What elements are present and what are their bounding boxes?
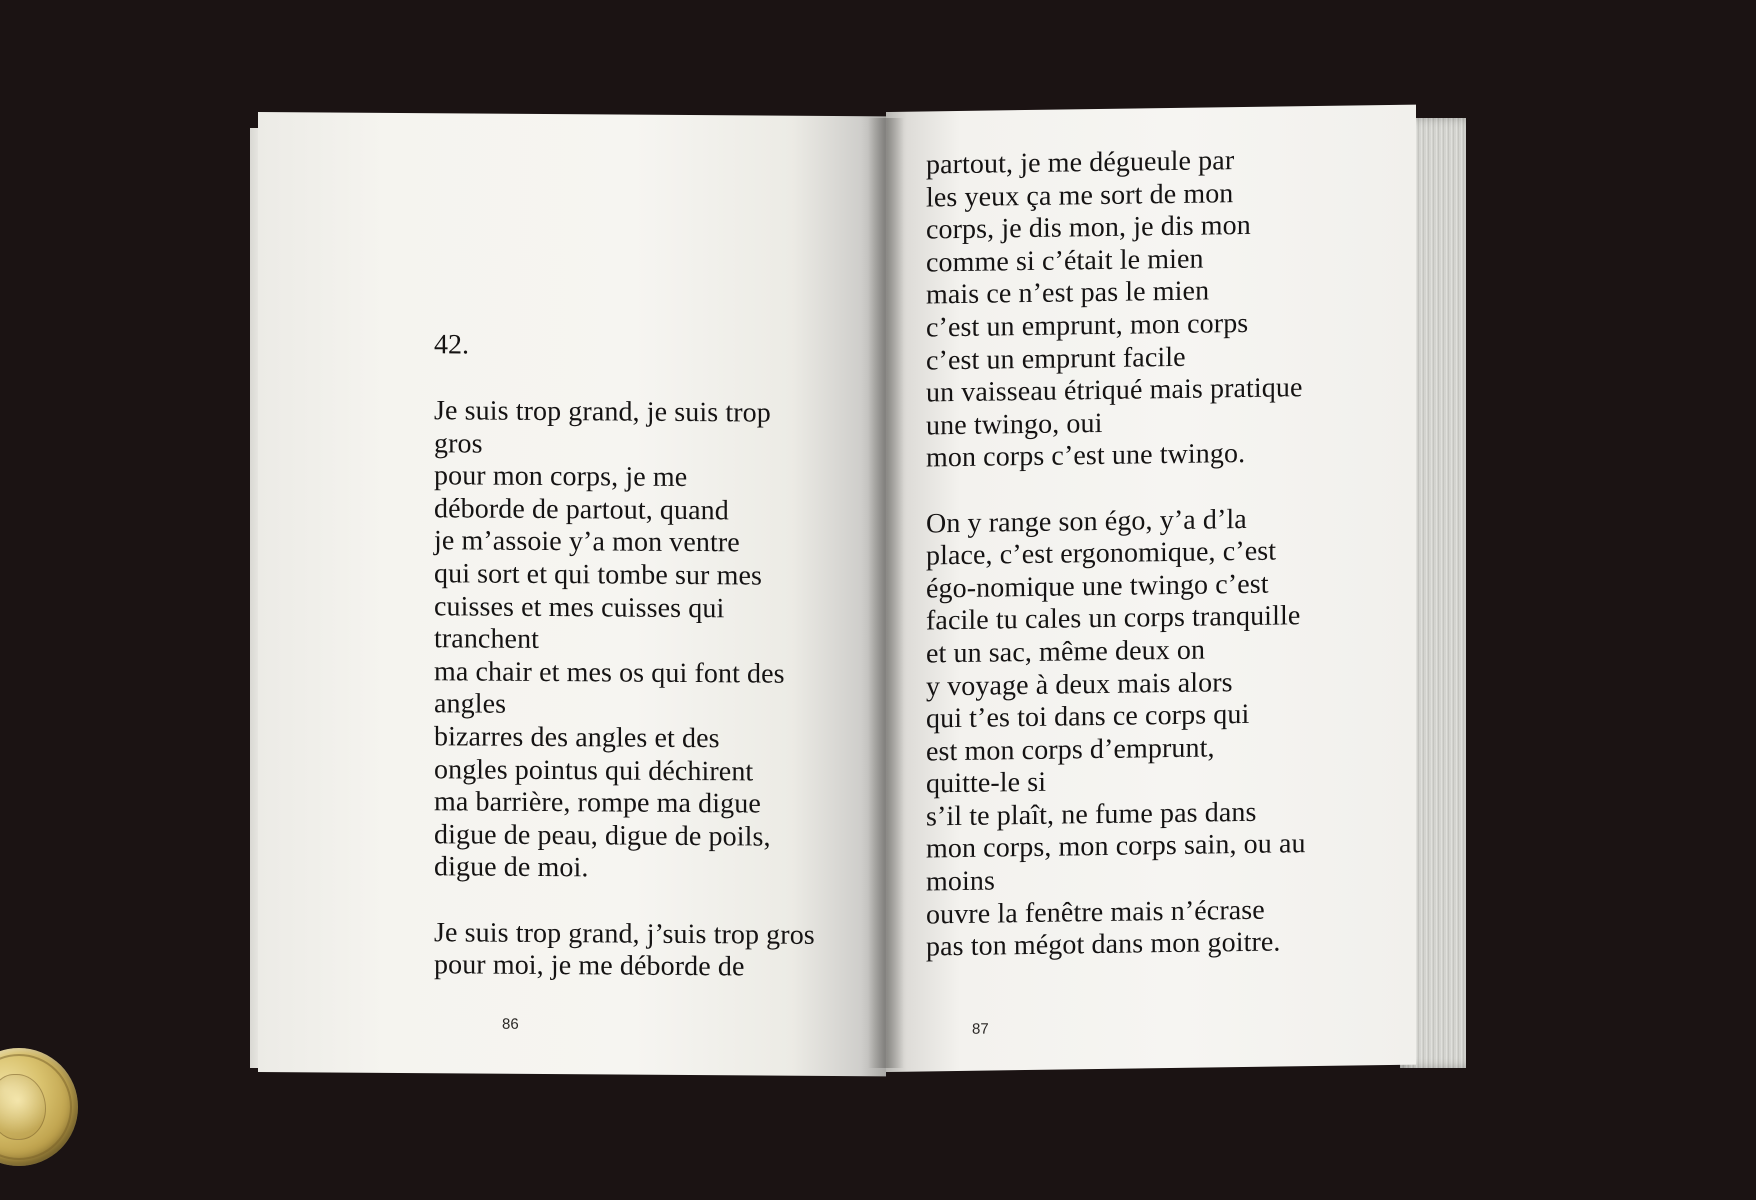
text-line: cuisses et mes cuisses qui xyxy=(434,590,725,624)
text-line: facile tu cales un corps tranquille xyxy=(926,600,1301,637)
text-line: une twingo, oui xyxy=(926,407,1103,442)
text-line: les yeux ça me sort de mon xyxy=(926,177,1234,214)
text-line: c’est un emprunt, mon corps xyxy=(926,307,1249,344)
text-line: mon corps, mon corps sain, ou au xyxy=(926,828,1306,865)
text-line: angles xyxy=(434,688,507,721)
text-line: corps, je dis mon, je dis mon xyxy=(926,210,1251,246)
text-line: y voyage à deux mais alors xyxy=(926,666,1233,702)
left-page-text xyxy=(434,395,815,984)
text-line: gros xyxy=(434,427,483,460)
text-line: ouvre la fenêtre mais n’écrase xyxy=(926,894,1265,931)
text-line: partout, je me dégueule par xyxy=(926,145,1235,181)
text-line: mon corps c’est une twingo. xyxy=(926,438,1246,474)
text-line: pas ton mégot dans mon goitre. xyxy=(926,926,1281,963)
book-page-right xyxy=(886,105,1416,1072)
text-line: un vaisseau étriqué mais pratique xyxy=(926,372,1303,409)
book-page-left xyxy=(258,112,886,1076)
coin-icon xyxy=(0,1048,78,1166)
stanza-break xyxy=(434,884,815,919)
text-line: mais ce n’est pas le mien xyxy=(926,275,1210,311)
text-line: pour mon corps, je me xyxy=(434,460,688,494)
text-line: bizarres des angles et des xyxy=(434,721,720,755)
text-line: ma barrière, rompe ma digue xyxy=(434,786,761,820)
stanza-break xyxy=(926,470,1306,508)
text-line: ongles pointus qui déchirent xyxy=(434,753,754,787)
text-line: est mon corps d’emprunt, xyxy=(926,732,1215,768)
text-line: je m’assoie y’a mon ventre xyxy=(434,525,740,559)
text-line: On y range son égo, y’a d’la xyxy=(926,503,1247,539)
text-line: digue de peau, digue de poils, xyxy=(434,818,771,853)
text-line: qui t’es toi dans ce corps qui xyxy=(926,699,1250,735)
text-line: qui sort et qui tombe sur mes xyxy=(434,558,762,592)
text-line: déborde de partout, quand xyxy=(434,493,729,527)
text-line: Je suis trop grand, j’suis trop gros xyxy=(434,916,815,951)
text-line: pour moi, je me déborde de xyxy=(434,949,745,983)
page-number-right: 87 xyxy=(972,1020,989,1038)
text-line: égo-nomique une twingo c’est xyxy=(926,568,1269,605)
text-line: digue de moi. xyxy=(434,851,589,884)
text-line: tranchent xyxy=(434,623,540,656)
page-number-left: 86 xyxy=(502,1015,519,1033)
text-line: c’est un emprunt facile xyxy=(926,341,1186,377)
text-line: comme si c’était le mien xyxy=(926,243,1204,279)
text-line: Je suis trop grand, je suis trop xyxy=(434,395,771,429)
text-line: ma chair et mes os qui font des xyxy=(434,655,785,690)
text-line: place, c’est ergonomique, c’est xyxy=(926,535,1277,572)
text-line: et un sac, même deux on xyxy=(926,634,1206,670)
text-line: s’il te plaît, ne fume pas dans xyxy=(926,796,1257,833)
chapter-number: 42. xyxy=(434,329,469,361)
right-page-text xyxy=(926,144,1306,964)
text-line: moins xyxy=(926,865,995,898)
text-line: quitte-le si xyxy=(926,767,1047,800)
